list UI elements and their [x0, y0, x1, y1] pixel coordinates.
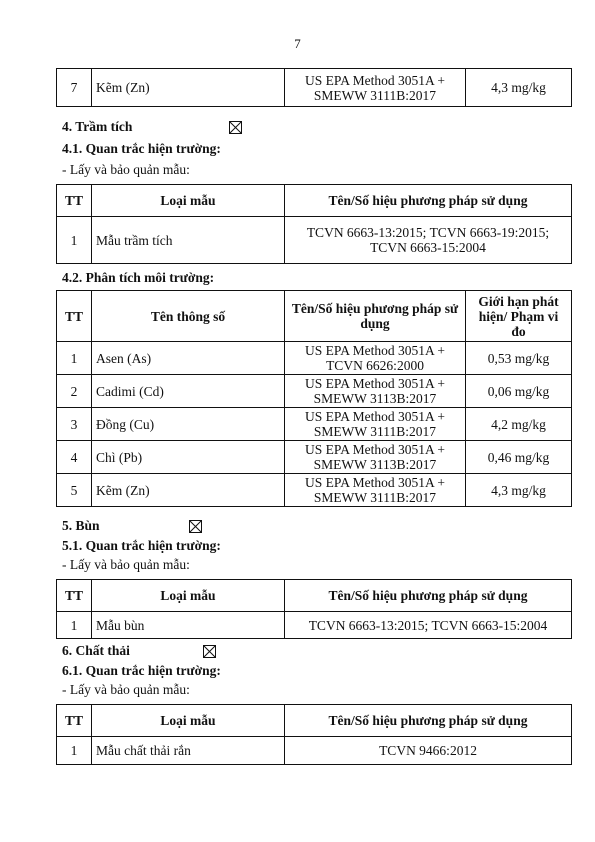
col-header: Loại mẫu: [92, 705, 285, 737]
checkbox-checked-icon: [203, 645, 216, 658]
col-header: Tên/Số hiệu phương pháp sử dụng: [285, 705, 572, 737]
row-name: Asen (As): [92, 342, 285, 375]
continuation-table: [56, 68, 572, 107]
row-tt: 2: [57, 375, 92, 408]
page-number: 7: [294, 36, 301, 51]
col-header: Tên/Số hiệu phương pháp sử dụng: [285, 291, 466, 342]
row-name: Mẫu bùn: [92, 612, 285, 639]
col-header: TT: [57, 705, 92, 737]
row-name: Mẫu trầm tích: [92, 217, 285, 264]
checkbox-checked-icon: [189, 520, 202, 533]
row-tt: 1: [57, 737, 92, 765]
row-limit: 4,2 mg/kg: [466, 408, 572, 441]
row-tt: 3: [57, 408, 92, 441]
row-limit: 0,53 mg/kg: [466, 342, 572, 375]
col-header: Tên/Số hiệu phương pháp sử dụng: [285, 185, 572, 217]
col-header: TT: [57, 580, 92, 612]
checkbox-checked-icon: [229, 121, 242, 134]
table-row: [57, 737, 572, 765]
row-tt: 5: [57, 474, 92, 507]
section-6-1-title: 6.1. Quan trắc hiện trường:: [62, 663, 221, 678]
table-header-row: [57, 705, 572, 737]
row-tt: 1: [57, 342, 92, 375]
row-limit: 4,3 mg/kg: [466, 474, 572, 507]
row-name: Kẽm (Zn): [92, 69, 285, 107]
table-row: [57, 217, 572, 264]
row-tt: 1: [57, 217, 92, 264]
row-limit: 0,06 mg/kg: [466, 375, 572, 408]
col-header: Loại mẫu: [92, 185, 285, 217]
table-row: [57, 342, 572, 375]
col-header: Giới hạn phát hiện/ Phạm vi đo: [466, 291, 572, 342]
row-method: US EPA Method 3051A + SMEWW 3111B:2017: [285, 69, 466, 107]
section-6-title: 6. Chất thải: [62, 643, 130, 658]
row-method: TCVN 6663-13:2015; TCVN 6663-19:2015; TCVN 6663-15:2004: [285, 217, 572, 264]
table-header-row: [57, 291, 572, 342]
section-5-1-title: 5.1. Quan trắc hiện trường:: [62, 538, 221, 553]
row-method: TCVN 6663-13:2015; TCVN 6663-15:2004: [285, 612, 572, 639]
section-5-note: - Lấy và bảo quản mẫu:: [62, 557, 190, 572]
section-4-title: 4. Trầm tích: [62, 119, 133, 134]
row-name: Kẽm (Zn): [92, 474, 285, 507]
sludge-sampling-table: [56, 579, 572, 639]
section-6-note: - Lấy và bảo quản mẫu:: [62, 682, 190, 697]
waste-sampling-table: [56, 704, 572, 765]
col-header: Tên/Số hiệu phương pháp sử dụng: [285, 580, 572, 612]
table-row: [57, 375, 572, 408]
col-header: Tên thông số: [92, 291, 285, 342]
table-row: [57, 612, 572, 639]
row-limit: 4,3 mg/kg: [466, 69, 572, 107]
sediment-analysis-table: [56, 290, 572, 507]
row-name: Đồng (Cu): [92, 408, 285, 441]
row-method: TCVN 9466:2012: [285, 737, 572, 765]
col-header: TT: [57, 185, 92, 217]
section-4-2-title: 4.2. Phân tích môi trường:: [62, 270, 215, 285]
row-method: US EPA Method 3051A + SMEWW 3111B:2017: [285, 474, 466, 507]
table-row: [57, 441, 572, 474]
row-name: Chì (Pb): [92, 441, 285, 474]
row-method: US EPA Method 3051A + SMEWW 3113B:2017: [285, 375, 466, 408]
row-name: Cadimi (Cd): [92, 375, 285, 408]
table-row: [57, 408, 572, 441]
row-tt: 4: [57, 441, 92, 474]
table-row: [57, 69, 572, 107]
col-header: TT: [57, 291, 92, 342]
row-limit: 0,46 mg/kg: [466, 441, 572, 474]
section-5-title: 5. Bùn: [62, 518, 100, 533]
section-4-1-title: 4.1. Quan trắc hiện trường:: [62, 141, 221, 156]
row-tt: 1: [57, 612, 92, 639]
row-method: US EPA Method 3051A + SMEWW 3113B:2017: [285, 441, 466, 474]
row-name: Mẫu chất thải rắn: [92, 737, 285, 765]
sediment-sampling-table: [56, 184, 572, 264]
table-row: [57, 474, 572, 507]
row-method: US EPA Method 3051A + TCVN 6626:2000: [285, 342, 466, 375]
row-tt: 7: [57, 69, 92, 107]
table-header-row: [57, 185, 572, 217]
section-4-note: - Lấy và bảo quản mẫu:: [62, 162, 190, 177]
table-header-row: [57, 580, 572, 612]
col-header: Loại mẫu: [92, 580, 285, 612]
row-method: US EPA Method 3051A + SMEWW 3111B:2017: [285, 408, 466, 441]
